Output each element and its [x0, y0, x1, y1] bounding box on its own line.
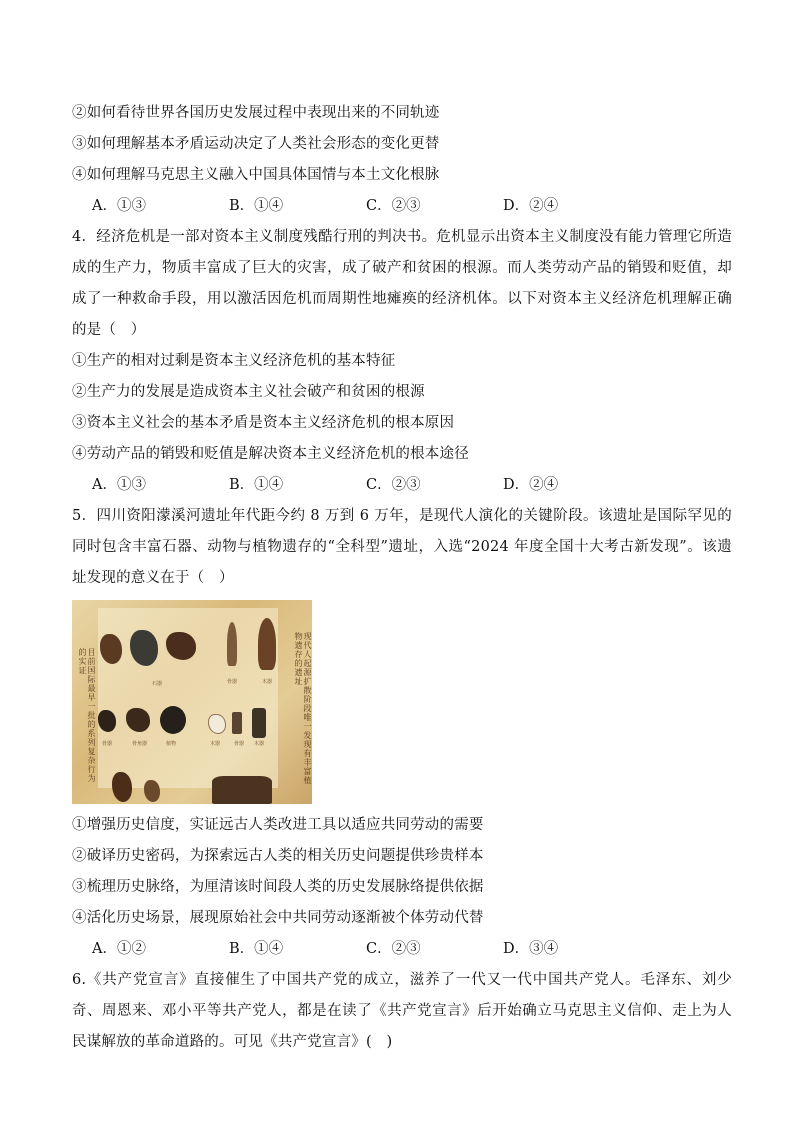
q4-option-4: ④劳动产品的销毁和贬值是解决资本主义经济危机的根本途径 — [72, 446, 469, 462]
q4-option-2: ②生产力的发展是造成资本主义社会破产和贫困的根源 — [72, 384, 425, 400]
artifact-wood-piece-1 — [112, 772, 132, 802]
caption-bone: 骨器 — [227, 679, 238, 685]
caption-wood: 木器 — [262, 679, 273, 685]
caption-plant: 植物 — [166, 741, 177, 747]
q4-choice-a[interactable]: A．①③ — [92, 477, 146, 493]
q5-option-3: ③梳理历史脉络，为厘清该时间段人类的历史发展脉络提供依据 — [72, 879, 484, 895]
q4-option-3: ③资本主义社会的基本矛盾是资本主义经济危机的根本原因 — [72, 415, 455, 431]
q5-choices — [72, 934, 732, 965]
q3-choice-c[interactable]: C．②③ — [366, 198, 421, 214]
figure-left-caption: 目前国际最早一批的系列复杂行为的实证 — [78, 648, 96, 783]
caption-bone-3: 骨器 — [234, 741, 245, 747]
q3-choices — [72, 191, 732, 222]
q4-choice-c[interactable]: C．②③ — [366, 477, 421, 493]
q4-choice-d[interactable]: D．②④ — [503, 477, 559, 493]
q3-option-2: ②如何看待世界各国历史发展过程中表现出来的不同轨迹 — [72, 105, 440, 121]
artifact-tooth — [208, 714, 226, 734]
q6-stem: 6.《共产党宣言》直接催生了中国共产党的成立，滋养了一代又一代中国共产党人。毛泽东、刘少奇、周恩来、邓小平等共产党人，都是在读了《共产党宣言》后开始确立马克思主义信仰、走上为人民谋解放的革命道路的。可见《共产党宣言》( ) — [72, 972, 732, 1050]
q3-choice-a[interactable]: A．①③ — [92, 198, 146, 214]
artifact-wood-plank — [212, 776, 272, 804]
question-4 — [72, 222, 732, 501]
caption-wood-3: 木器 — [254, 741, 265, 747]
artifact-wood-piece-2 — [144, 780, 160, 802]
q5-option-1: ①增强历史信度，实证远古人类改进工具以适应共同劳动的需要 — [72, 817, 484, 833]
artifact-wood-tool — [258, 618, 276, 670]
q3-choice-b[interactable]: B．①④ — [229, 198, 284, 214]
artifact-bone-2 — [126, 708, 150, 732]
q3-option-3: ③如何理解基本矛盾运动决定了人类社会形态的变化更替 — [72, 136, 440, 152]
q5-choice-c[interactable]: C．②③ — [366, 941, 421, 957]
q4-choice-b[interactable]: B．①④ — [229, 477, 284, 493]
caption-bone-horn: 骨角器 — [132, 741, 148, 747]
caption-bone-2: 骨器 — [102, 741, 113, 747]
artifact-bone-1 — [98, 710, 116, 732]
question-3-options — [72, 98, 732, 222]
artifact-bone-point — [227, 622, 237, 666]
caption-wood-2: 木器 — [210, 741, 221, 747]
question-6 — [72, 965, 732, 1058]
q5-option-2: ②破译历史密码，为探索远古人类的相关历史问题提供珍贵样本 — [72, 848, 484, 864]
q3-option-4: ④如何理解马克思主义融入中国具体国情与本土文化根脉 — [72, 167, 440, 183]
q5-choice-a[interactable]: A．①② — [92, 941, 146, 957]
artifact-seed — [160, 706, 186, 734]
q4-choices — [72, 470, 732, 501]
q5-stem: 5．四川资阳濛溪河遗址年代距今约 8 万到 6 万年，是现代人演化的关键阶段。该遗址是国际罕见的同时包含丰富石器、动物与植物遗存的“全科型”遗址，入选“2024 年度全国十大考古新发现”。该遗址发现的意义在于（ ） — [72, 508, 732, 586]
q5-choice-b[interactable]: B．①④ — [229, 941, 284, 957]
q3-choice-d[interactable]: D．②④ — [503, 198, 559, 214]
q5-choice-d[interactable]: D．③④ — [503, 941, 559, 957]
q5-option-4: ④活化历史场景，展现原始社会中共同劳动逐渐被个体劳动代替 — [72, 910, 484, 926]
caption-stone: 石器 — [152, 681, 163, 687]
artifact-stone-1 — [100, 634, 122, 664]
artifact-photo — [72, 600, 312, 804]
q4-option-1: ①生产的相对过剩是资本主义经济危机的基本特征 — [72, 353, 396, 369]
artifact-ornament — [252, 708, 266, 738]
exam-page — [72, 98, 732, 1058]
figure-right-caption: 现代人起源扩散阶段唯一发现有丰富植物遗存的遗址 — [294, 632, 312, 785]
q4-stem: 4．经济危机是一部对资本主义制度残酷行刑的判决书。危机显示出资本主义制度没有能力管理它所造成的生产力，物质丰富成了巨大的灾害，成了破产和贫困的根源。而人类劳动产品的销毁和贬值，却成了一种救命手段，用以激活因危机而周期性地瘫痪的经济机体。以下对资本主义经济危机理解正确的是（ ） — [72, 229, 732, 338]
artifact-antler — [232, 712, 242, 734]
question-5 — [72, 501, 732, 965]
